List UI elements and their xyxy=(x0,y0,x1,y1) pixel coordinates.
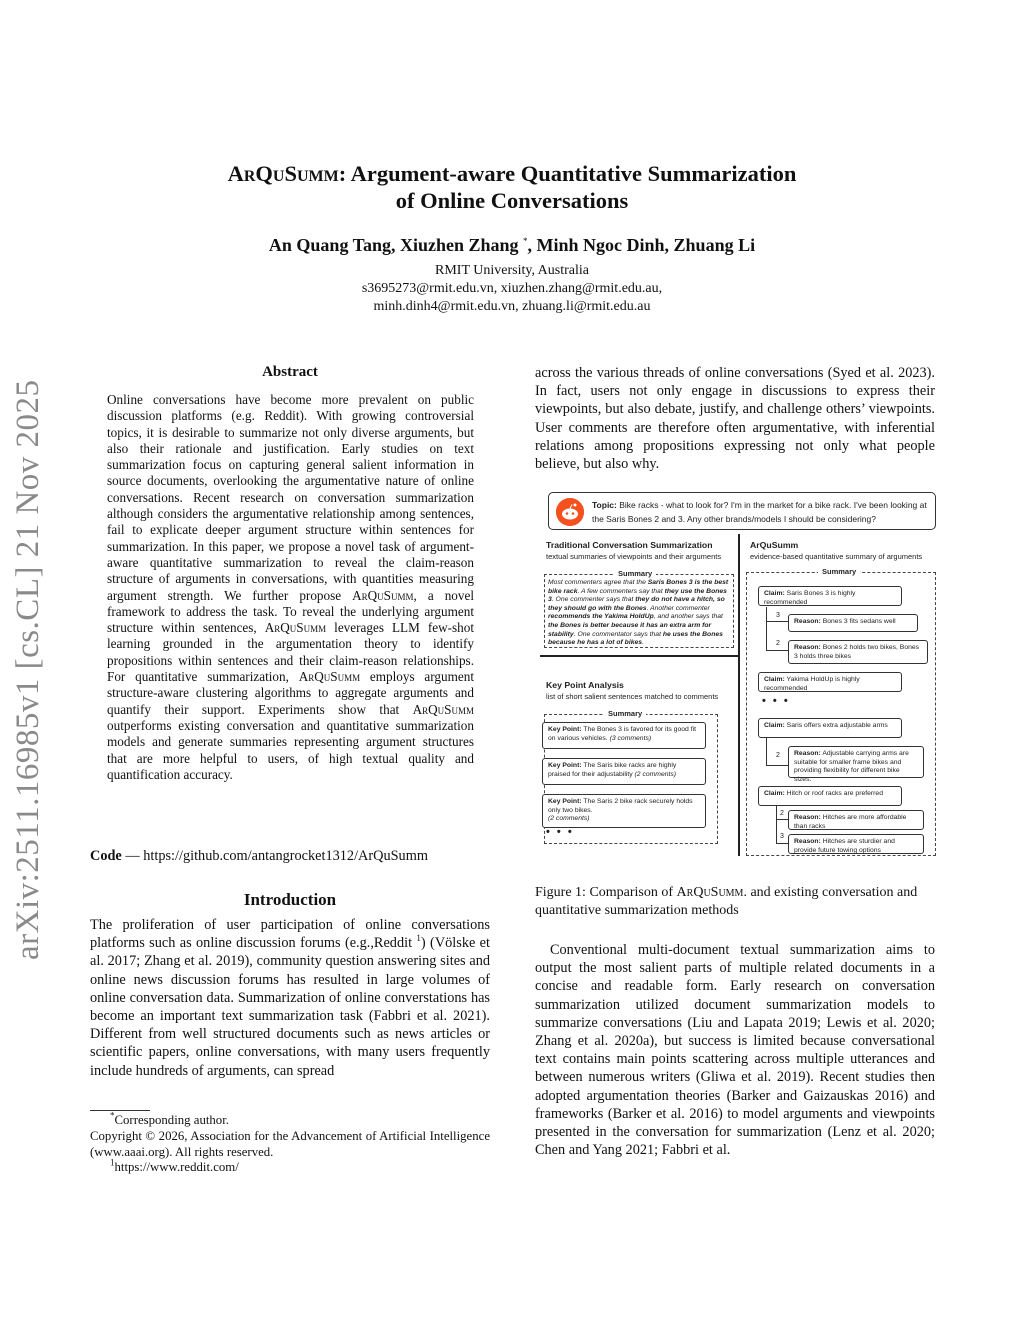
summary-label: Summary xyxy=(604,709,646,718)
connector xyxy=(766,607,767,651)
emails-line1: s3695273@rmit.edu.vn, xiuzhen.zhang@rmit.edu.au, xyxy=(361,281,663,296)
kp-text: The Saris 2 bike rack securely holds only two bikes. xyxy=(548,798,693,814)
topic-text xyxy=(592,498,932,526)
kp-text: The Bones 3 is favored for its good fit on various vehicles. xyxy=(548,726,696,742)
reason-count: 3 xyxy=(780,833,784,840)
figure-1 xyxy=(540,490,938,860)
abstract-text: outperforms existing conversation and quantitative summarization models and generate summaries representing argument structures that are more helpful to users, of high textual quality and quantification accuracy. xyxy=(107,717,474,782)
kp-label: Key Point: xyxy=(548,762,582,769)
system-name: ArQuSumm xyxy=(264,620,327,636)
tcs-subtitle: textual summaries of viewpoints and their arguments xyxy=(546,552,722,561)
claim-box xyxy=(758,786,902,806)
intro-heading-wrap xyxy=(90,890,490,910)
footnote-rule xyxy=(90,1110,150,1111)
reason-box xyxy=(788,834,924,854)
corresponding-mark: * xyxy=(523,236,528,246)
footnotes xyxy=(90,1110,490,1176)
footnote-ref[interactable]: 1 xyxy=(416,933,421,944)
claim-text: Yakima HoldUp is highly recommended xyxy=(764,676,860,692)
reason-box xyxy=(788,746,924,783)
reason-count: 2 xyxy=(776,752,780,759)
summary-seg: Most commenters agree that the xyxy=(548,579,648,586)
claim-text: Hitch or roof racks are preferred xyxy=(784,790,883,797)
caption-text: Figure 1: Comparison of xyxy=(535,885,677,900)
abstract-text: employs argument structure-aware clustering algorithms to aggregate arguments and quantify their support. Experiments show that xyxy=(107,669,474,717)
summary-seg: , and another says that xyxy=(653,613,723,621)
footnote-text: Corresponding author. xyxy=(114,1113,229,1127)
reason-box xyxy=(788,640,928,664)
reason-label: Reason: xyxy=(794,814,821,821)
summary-bold: he uses the Bones because he has a lot of bikes xyxy=(548,630,723,647)
reason-label: Reason: xyxy=(794,644,821,651)
claim-box xyxy=(758,586,902,606)
kpa-title: Key Point Analysis xyxy=(546,680,624,690)
summary-seg: . One commentator says that xyxy=(573,630,663,638)
connector xyxy=(776,819,788,820)
key-point-box xyxy=(542,794,706,828)
kp-count: (2 comments) xyxy=(548,815,590,822)
intro-text: The proliferation of user participation of online conversations platforms such as online discussion forums (e.g.,Reddit xyxy=(90,917,490,952)
right-column-paragraph: across the various threads of online conversations (Syed et al. 2023). In fact, users not only engage in discussions to express their viewpoints, but also debate, justify, and challenge others’ viewpoints. User comments are therefore often argumentative, with inferential relations among propositions expressing not only what people believe, but also why. xyxy=(535,365,935,473)
kp-count: (2 comments) xyxy=(632,770,677,778)
kpa-subtitle: list of short salient sentences matched to comments xyxy=(546,692,719,701)
abstract-body xyxy=(107,392,474,783)
reason-count: 2 xyxy=(780,810,784,817)
summary-seg: . One commenter says that xyxy=(551,596,636,604)
reason-text: Hitches are sturdier and provide future towing options xyxy=(794,838,895,854)
summary-bold: they use the Bones 3 xyxy=(548,587,727,604)
summary-bold: recommends the Yakima HoldUp xyxy=(548,613,654,621)
reason-box xyxy=(788,614,918,632)
kp-label: Key Point: xyxy=(548,798,582,805)
arq-subtitle: evidence-based quantitative summary of arguments xyxy=(750,552,923,561)
connector xyxy=(766,650,788,651)
emails-line2: minh.dinh4@rmit.edu.vn, zhuang.li@rmit.edu.au xyxy=(373,299,651,314)
reason-label: Reason: xyxy=(794,618,821,625)
kp-text: The Saris bike racks are highly praised for their adjustability xyxy=(548,762,677,778)
claim-label: Claim: xyxy=(764,676,785,683)
footnote-mark: * xyxy=(110,1110,115,1121)
summary-label: Summary xyxy=(818,567,860,576)
reason-box xyxy=(788,810,924,830)
authors-part2: , Minh Ngoc Dinh, Zhuang Li xyxy=(527,235,756,255)
divider-horizontal xyxy=(540,655,738,657)
connector xyxy=(776,805,777,843)
paper-title xyxy=(0,160,1024,214)
abstract-text: leverages LLM few-shot learning grounded in the argumentation theory to identify propositions within sentences and their claim-reason relationships. For quantitative summarization, xyxy=(107,620,474,685)
reason-label: Reason: xyxy=(794,838,821,845)
connector xyxy=(766,621,788,622)
claim-label: Claim: xyxy=(764,790,785,797)
key-point-box xyxy=(542,758,706,785)
topic-label: Topic: xyxy=(592,500,617,510)
reddit-logo-icon xyxy=(556,498,584,526)
summary-seg: . Another commenter xyxy=(646,604,710,612)
summary-seg: . A few commenters say that xyxy=(577,587,665,595)
institution: RMIT University, Australia xyxy=(435,263,589,278)
reason-count: 2 xyxy=(776,640,780,647)
topic-box xyxy=(548,492,936,530)
tcs-summary-text xyxy=(548,579,730,648)
kp-label: Key Point: xyxy=(548,726,582,733)
tcs-title: Traditional Conversation Summarization xyxy=(546,540,713,550)
reason-text: Bones 3 fits sedans well xyxy=(820,618,896,625)
code-link[interactable] xyxy=(90,848,428,865)
reason-label: Reason: xyxy=(794,750,821,757)
reason-count: 3 xyxy=(776,612,780,619)
arq-ellipsis: • • • xyxy=(762,695,790,707)
code-url[interactable]: — https://github.com/antangrocket1312/ArQuSumm xyxy=(121,848,428,864)
claim-label: Claim: xyxy=(764,722,785,729)
key-point-box xyxy=(542,722,706,749)
claim-label: Claim: xyxy=(764,590,785,597)
kp-count: (3 comments) xyxy=(607,734,652,742)
title-system-name: ArQuSumm xyxy=(227,161,339,186)
footnote-url[interactable]: https://www.reddit.com/ xyxy=(114,1160,239,1175)
arq-title: ArQuSumm xyxy=(750,540,799,550)
claim-box xyxy=(758,718,902,738)
connector xyxy=(766,736,767,766)
claim-text: Saris Bones 3 is highly recommended xyxy=(764,590,856,606)
right-column-paragraph-2: Conventional multi-document textual summarization aims to output the most salient parts of multiple related documents in a concise and readable form. Early research on conversation summarization utilized document summarization models to summarize conversations (Liu and Lapata 2019; Lewis et al. 2020; Zhang et al. 2020a), but success is limited because conversational text contains main points scattering across multiple utterances and between numerous writers (Gliwa et al. 2019). Recent studies then adopted argumentation theories (Barker and Gaizauskas 2016) and frameworks (Barker et al. 2016) to model arguments and viewpoints presented in the conversation for summarization (Lenz et al. 2020; Chen and Yang 2021; Fabbri et al. xyxy=(535,942,935,1159)
system-name: ArQuSumm xyxy=(298,669,361,685)
summary-label: Summary xyxy=(614,569,656,578)
reason-text: Bones 2 holds two bikes, Bones 3 holds three bikes xyxy=(794,644,920,660)
code-label: Code xyxy=(90,848,122,864)
system-name: ArQuSumm xyxy=(412,701,474,717)
summary-bold: the Bones is better because it has an extra arm for stability xyxy=(548,621,712,638)
title-line2: of Online Conversations xyxy=(395,188,629,213)
author-list xyxy=(0,235,1024,256)
authors-part1: An Quang Tang, Xiuzhen Zhang xyxy=(268,235,519,255)
system-name: ArQuSumm xyxy=(676,885,744,900)
footnote-1 xyxy=(90,1160,490,1176)
system-name: ArQuSumm xyxy=(352,587,414,603)
copyright-notice: Copyright © 2026, Association for the Advancement of Artificial Intelligence (www.aaai.org). All rights reserved. xyxy=(90,1128,490,1159)
abstract-text: , a novel framework to address the task. To reveal the underlying argument structure within sentences, xyxy=(107,587,474,636)
section-heading-introduction: Introduction xyxy=(243,890,337,909)
connector xyxy=(766,765,788,766)
connector xyxy=(776,843,788,844)
title-line1: : Argument-aware Quantitative Summarization xyxy=(338,161,797,186)
reason-text: Hitches are more affordable than racks xyxy=(794,814,907,830)
intro-paragraph xyxy=(90,916,490,1080)
affiliation xyxy=(0,262,1024,316)
reason-text: Adjustable carrying arms are suitable for smaller frame bikes and providing flexibility for different bike sizes. xyxy=(794,750,909,783)
abstract-heading: Abstract xyxy=(262,364,318,380)
footnote-mark: 1 xyxy=(110,1158,115,1169)
summary-seg: . xyxy=(642,639,644,647)
caption-text: . and existing conversation and quantitative summarization methods xyxy=(535,885,918,918)
intro-text: ) (Völske et al. 2017; Zhang et al. 2019), community question answering sites and online news discussion forums has resulted in large volumes of online conversation data. Summarization of online converstations has become an important text summarization task (Fabbri et al. 2021). Different from well structured documents such as news articles or scientific papers, online conversations, with many users frequently include hundreds of arguments, can spread xyxy=(90,935,491,1079)
claim-text: Saris offers extra adjustable arms xyxy=(784,722,888,729)
figure-caption xyxy=(535,884,935,920)
summary-bold: they do not have a hitch, so they should go with the Bones xyxy=(548,596,725,612)
divider-vertical xyxy=(738,534,740,856)
arxiv-identifier: arXiv:2511.16985v1 [cs.CL] 21 Nov 2025 xyxy=(10,379,46,960)
topic-body: Bike racks - what to look for? I'm in the market for a bike rack. I've been looking at the Saris Bones 2 and 3. Any other brands/models I should be considering? xyxy=(592,500,927,524)
kpa-ellipsis: • • • xyxy=(546,826,574,838)
abstract-text: Online conversations have become more prevalent on public discussion platforms (e.g. Reddit). With growing controversial topics, it is desirable to summarize not only diverse arguments, but also their rationale and justification. Early studies on text summarization focus on capturing general salient information in source documents, overlooking the argumentative nature of online conversations. Recent research on conversation summarization although considers the argumentative relationship among sentences, fail to explicate deeper argument structure within sentences for summarization. In this paper, we propose a novel task of argument-aware quantitative summarization to reveal the claim-reason structure of arguments in conversations, with quantities measuring argument strength. We further propose xyxy=(107,392,474,603)
claim-box xyxy=(758,672,902,692)
summary-bold: Saris Bones 3 is the best bike rack xyxy=(548,579,729,595)
footnote-corresponding xyxy=(90,1110,490,1129)
